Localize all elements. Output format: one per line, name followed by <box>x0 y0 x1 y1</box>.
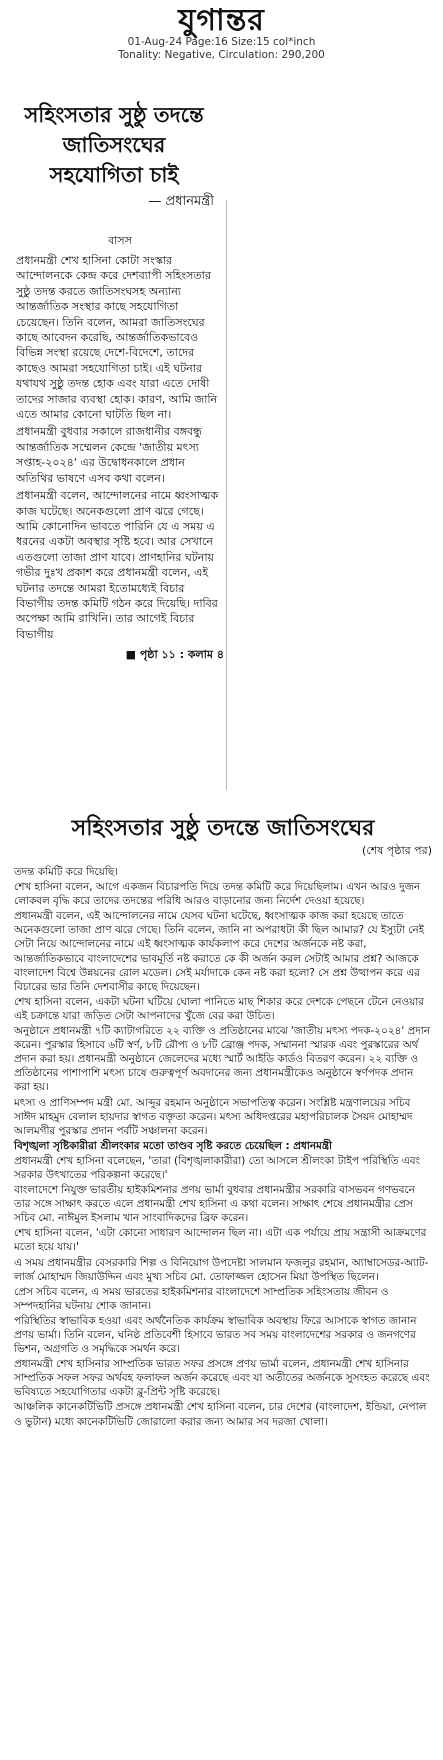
article2-paragraph: প্রধানমন্ত্রী শেখ হাসিনার সাম্প্রতিক ভারত সফর প্রসঙ্গে প্রণয় ভার্মা বলেন, প্রধানমন্ত্রী শেখ হাসিনার সাম্প্রতিক সফল সফর অর্থবহ ফলাফল অর্জন করেছে এবং যা অতীতের অর্জনকে সুসংহত করেছে এবং ভবিষ্যতে সহযোগিতার একটা ব্লু-প্রিন্ট সৃষ্টি করেছে। <box>14 1358 430 1399</box>
article2-paragraph: আঞ্চলিক কানেকটিভিটি প্রসঙ্গে প্রধানমন্ত্রী শেখ হাসিনা বলেন, চার দেশের (বাংলাদেশ, ইন্ডিয়া, নেপাল ও ভুটান) মধ্যে কানেকটিভিটি জোরালো করার জন্য আমার সব দরজা খোলা। <box>14 1401 427 1428</box>
article2-paragraph: শেখ হাসিনা বলেন, 'এটা কোনো সাধারণ আন্দোলন ছিল না। এটা এক পর্যায়ে প্রায় সন্ত্রাসী আক্রমণের মতো হয়ে যায়।' <box>14 1227 427 1254</box>
clipping-meta-line2: Tonality: Negative, Circulation: 290,200 <box>118 49 325 61</box>
article2-headline: সহিংসতার সুষ্ঠু তদন্তে জাতিসংঘের <box>71 816 375 841</box>
article2-paragraph: পরিস্থিতির স্বাভাবিক হওয়া এবং অর্থনৈতিক কার্যক্রম স্বাভাবিক অবস্থায় ফিরে আসাকে স্বাগত জানান প্রণয় ভার্মা। তিনি বলেন, ঘনিষ্ঠ প্রতিবেশী হিসাবে ভারত সব সময় বাংলাদেশের সরকার ও জনগণের ভিশন, অগ্রগতি ও সমৃদ্ধিকে সমর্থন করে। <box>14 1314 417 1356</box>
article2-subheading: বিশৃঙ্খলা সৃষ্টিকারীরা শ্রীলংকার মতো তাণ্ডব সৃষ্টি করতে চেয়েছিল : প্রধানমন্ত্রী <box>14 1139 333 1152</box>
masthead <box>0 3 443 62</box>
column-divider <box>226 200 227 790</box>
newspaper-logo: যুগান্তর <box>178 3 265 38</box>
article2-paragraph: বাংলাদেশে নিযুক্ত ভারতীয় হাইকমিশনার প্রণয় ভার্মা বুধবার প্রধানমন্ত্রীর সরকারি বাসভবন গণভবনে তার সঙ্গে সাক্ষাৎ করতে এলে প্রধানমন্ত্রী শেখ হাসিনা এ কথা বলেন। সাক্ষাৎ শেষে প্রধানমন্ত্রীর প্রেস সচিব মো. নাঈমুল ইসলাম খান সাংবাদিকদের ব্রিফ করেন। <box>14 1184 415 1225</box>
article1-paragraph: প্রধানমন্ত্রী বলেন, আন্দোলনের নামে ধ্বংসাত্মক কাজ ঘটেছে। অনেকগুলো প্রাণ ঝরে গেছে। আমি কোনোদিন ভাবতে পারিনি যে এ সময় এ ধরনের একটা অবস্থার সৃষ্টি হবে। আর সেখানে এতগুলো তাজা প্রাণ যাবে। প্রাণহানির ঘটনায় গভীর দুঃখ প্রকাশ করে প্রধানমন্ত্রী বলেন, এই ঘটনার তদন্তে আমরা ইতোমধ্যেই বিচার বিভাগীয় তদন্ত কমিটি গঠন করে দিয়েছি। দাবির অপেক্ষা আমি রাখিনি। তার আগেই বিচার বিভাগীয় <box>16 489 219 641</box>
article2-continued-label: (শেষ পৃষ্ঠার পর) <box>361 844 432 857</box>
article2-paragraph: মৎস্য ও প্রাণিসম্পদ মন্ত্রী মো. আব্দুর রহমান অনুষ্ঠানে সভাপতিত্ব করেন। সংশ্লিষ্ট মন্ত্রণালয়ের সচিব সাঈদ মাহমুদ বেলাল হায়দার স্বাগত বক্তৃতা করেন। মৎস্য অধিদপ্তরের মহাপরিচালক সৈয়দ মোহাম্মদ আলমগীর পুরস্কার প্রদান পর্বটি সঞ্চালনা করেন। <box>14 1096 413 1137</box>
article2-paragraph: তদন্ত কমিটি করে দিয়েছি। <box>14 866 118 878</box>
article2-paragraph: প্রেস সচিব বলেন, এ সময় ভারতের হাইকমিশনার বাংলাদেশে সাম্প্রতিক সহিংসতায় জীবন ও সম্পদহানির ঘটনায় শোক জানান। <box>14 1285 389 1312</box>
article1-body <box>16 232 224 665</box>
clipping-meta-line1: 01-Aug-24 Page:16 Size:15 col*inch <box>127 36 316 48</box>
article1-jump-line: ■ পৃষ্ঠা ১১ : কলাম ৪ <box>16 646 224 665</box>
article2-paragraph: শেখ হাসিনা বলেন, আগে একজন বিচারপতি দিয়ে তদন্ত কমিটি করে দিয়েছিলাম। এখন আরও দুজন লোকবল বৃদ্ধি করে তাদের তদন্তের পরিধি আরও বাড়ানোর জন্য নির্দেশ দেওয়া হয়েছে। <box>14 881 421 908</box>
article1-byline: — প্রধানমন্ত্রী <box>14 192 214 213</box>
article2-paragraph: শেখ হাসিনা বলেন, একটা ঘটনা ঘটিয়ে ঘোলা পানিতে মাছ শিকার করে দেশকে পেছনে টেনে নেওয়ার এই চক্রান্তে যারা জড়িত সেটা আপনাদের খুঁজে বের করা উচিত। <box>14 995 425 1022</box>
article2-paragraph: প্রধানমন্ত্রী বলেন, এই আন্দোলনের নামে যেসব ঘটনা ঘটেছে, ধ্বংসাত্মক কাজ করা হয়েছে তাতে অনেকগুলো তাজা প্রাণ ঝরে গেছে। তিনি বলেন, জানি না অপরাধটা কী ছিল আমার? যে ইস্যুটা নেই সেটা নিয়ে আন্দোলনের নামে এই ধ্বংসাত্মক কার্যকলাপ করে দেশের অর্জনকে নষ্ট করা, আন্তর্জাতিকভাবে বাংলাদেশের ভাবমূর্তি নষ্ট করাতে কে কী অর্জন করল সেটাই আমার প্রশ্ন? আজকে বাংলাদেশ বিশ্বে উন্নয়নের রোল মডেল। সেই মর্যাদাকে কেন নষ্ট করা হলো? সে প্রশ্ন উত্থাপন করে এর বিচারের ভার তিনি দেশবাসীর কাছে দিয়েছেন। <box>14 910 424 993</box>
article2-paragraph: প্রধানমন্ত্রী শেখ হাসিনা বলেছেন, 'তারা (বিশৃঙ্খলাকারীরা) তো আসলে শ্রীলংকা টাইপ পরিস্থিতি এবং সরকার উৎখাতের পরিকল্পনা করেছে।' <box>14 1154 421 1181</box>
article2-paragraph: অনুষ্ঠানে প্রধানমন্ত্রী ৭টি ক্যাটাগরিতে ২২ ব্যক্তি ও প্রতিষ্ঠানের মাঝে 'জাতীয় মৎস্য পদক-২০২৪' প্রদান করেন। পুরস্কার হিসাবে ৬টি স্বর্ণ, ৮টি রৌপ্য ও ৮টি ব্রোঞ্জ পদক, সম্মাননা স্মারক এবং পুরস্কারের অর্থ প্রদান করা হয়। প্রধানমন্ত্রী অনুষ্ঠানে জেলেদের মধ্যে স্মার্ট আইডি কার্ডও বিতরণ করেন। ২২ ব্যক্তি ও প্রতিষ্ঠানের পাশাপাশি মৎস্য চাষে গুরুত্বপূর্ণ অবদানের জন্য প্রধানমন্ত্রীকেও অনুষ্ঠানে স্বর্ণপদক প্রদান করা হয়। <box>14 1025 430 1094</box>
article2-paragraph: এ সময় প্রধানমন্ত্রীর বেসরকারি শিল্প ও বিনিয়োগ উপদেষ্টা সালমান ফজলুর রহমান, অ্যাম্বাসেডর-অ্যাট-লার্জ মোহাম্মদ জিয়াউদ্দিন এবং মুখ্য সচিব মো. তোফাজ্জল হোসেন মিয়া উপস্থিত ছিলেন। <box>14 1256 429 1283</box>
article1-dateline: বাসস <box>108 234 132 247</box>
article1-paragraph: প্রধানমন্ত্রী শেখ হাসিনা কোটা সংস্কার আন্দোলনকে কেন্দ্র করে দেশব্যাপী সহিংসতার সুষ্ঠু তদন্ত করতে জাতিসংঘসহ অন্যান্য আন্তর্জাতিক সংস্থার কাছে সহযোগিতা চেয়েছেন। তিনি বলেন, আমরা জাতিসংঘের কাছে আবেদন করেছি, আন্তর্জাতিকভাবেও বিভিন্ন সংস্থা রয়েছে দেশে-বিদেশে, তাদের কাছেও আমরা সহযোগিতা চাই। এই ঘটনার যথাযথ সুষ্ঠু তদন্ত হোক এবং যারা এতে দোষী তাদের সাজার ব্যবস্থা হোক। কারণ, আমি জানি এতে আমার কোনো ঘাটতি ছিল না। <box>16 254 218 422</box>
article1-paragraph: প্রধানমন্ত্রী বুধবার সকালে রাজধানীর বঙ্গবন্ধু আন্তর্জাতিক সম্মেলন কেন্দ্রে 'জাতীয় মৎস্য সপ্তাহ-২০২৪' এর উদ্বোধনকালে প্রধান অতিথির ভাষণে এসব কথা বলেন। <box>16 425 202 485</box>
article1-header <box>14 100 214 213</box>
article1-headline: সহিংসতার সুষ্ঠু তদন্তে জাতিসংঘের সহযোগিতা চাই <box>24 103 204 187</box>
article2 <box>14 815 432 1430</box>
